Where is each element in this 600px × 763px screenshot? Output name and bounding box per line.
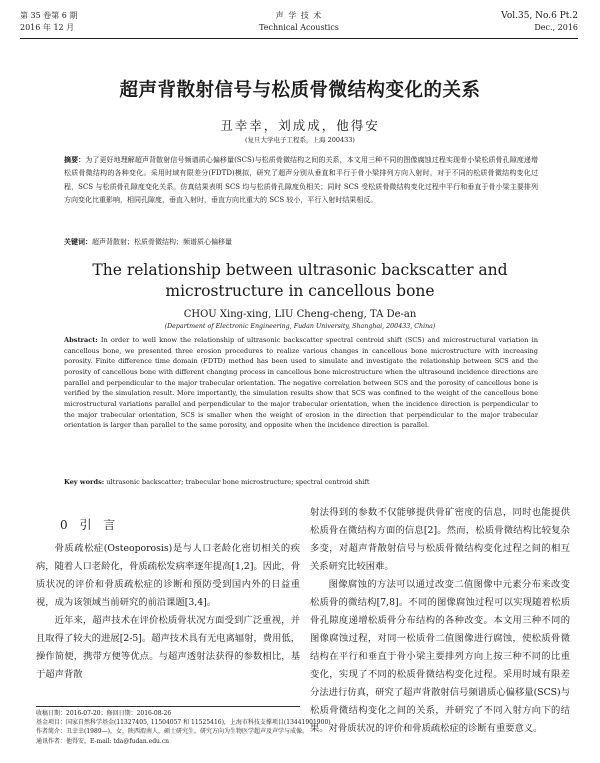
footnote-rule [36, 706, 300, 707]
title-cn: 超声背散射信号与松质骨微结构变化的关系 [119, 80, 481, 101]
footnote-funding: 基金项目：国家自然科学基金(11327405, 11504057 和 11525416)，上海市科技支撑项目(13441901900) [36, 719, 331, 727]
abstract-cn-text: 为了更好地理解超声背散射信号频谱质心偏移量(SCS)与松质骨微结构之间的关系，本文用三种不同的图像腐蚀过程实现骨小梁松质骨孔隙度递增松质骨微结构的各种变化。采用时域有限差分(FDTD)模拟，研究了超声分别从垂直和平行于骨小梁排列方向入射时，对于不同的松质骨微结构变化过程，SCS 与松质骨孔隙度变化关系。仿真结果表明 SCS 均与松质骨孔隙度负相关；同时 SCS 受松质骨微结构变化过程中平行和垂直于骨小梁主要排列方向变化比重影响，相同孔隙度，垂直入射时，垂直方向比重大的 SCS 较小，平行入射时结果相反。 [64, 156, 538, 204]
date-cn: 2016 年 12 月 [20, 23, 75, 32]
journal-volume [501, 10, 578, 34]
journal-name [20, 10, 578, 34]
footnote-corresponding: 通讯作者：他得安，E-mail: tda@fudan.edu.cn [36, 737, 170, 745]
abstract-cn [64, 153, 538, 207]
footnote-received: 收稿日期：2016-07-20；修回日期：2016-08-26 [36, 710, 172, 717]
title-en: The relationship between ultrasonic backscatter and microstructure in cancellous bone [92, 261, 508, 300]
abstract-en [64, 335, 538, 431]
body-left-column [36, 540, 300, 684]
keywords-en-text: ultrasonic backscatter; trabecular bone microstructure; spectral centroid shift [106, 478, 370, 486]
section-heading: 0 引 言 [60, 518, 120, 532]
journal-name-en: Technical Acoustics [259, 23, 339, 32]
running-header [20, 8, 578, 38]
affiliation-cn: (复旦大学电子工程系，上海 200433) [245, 136, 355, 144]
body-paragraph: 图像腐蚀的方法可以通过改变二值图像中元素分布来改变松质骨的微结构[7,8]。不同的图像腐蚀过程可以实现随着松质骨孔隙度递增松质骨分布结构的各种改变。本文用三种不同的图像腐蚀过程，对同一松质骨二值图像进行腐蚀，使松质骨微结构在平行和垂直于骨小梁主要排列方向上按三种不同的比重变化，实现了不同的松质骨微结构变化过程。采用时域有限差分法进行仿真，研究了超声背散射信号频谱质心偏移量(SCS)与松质骨微结构变化之间的关系，并研究了不同入射方向下的结果。对骨质状况的评价和骨质疏松症的诊断有重要意义。 [310, 579, 570, 734]
abstract-en-text: In order to well know the relationship of ultrasonic backscatter spectral centroid shift (SCS) and microstructural variation in cancellous bone, we presented three erosion procedures to realize various changes in cancellous bone microstructure with increasing porosity. Finite difference time domain (FDTD) method has been used to simulate and investigate the relationship between SCS and the porosity of cancellous bone with different changing process in cancellous bone microstructure when the ultrasound incidence directions are parallel and perpendicular to the major trabecular orientation. The negative correlation between SCS and the porosity of cancellous bone is verified by the simulation result. More importantly, the simulation results show that SCS was confined to the weight of the cancellous bone microstructural variations parallel and perpendicular to the major trabecular orientation, when the incidence direction is perpendicular to the major trabecular orientation, SCS is smaller when the weight of erosion in the direction that perpendicular to the major trabecular orientation is larger than parallel to the same porosity, and opposite when the incidence direction is parallel. [64, 336, 538, 430]
body-paragraph: 骨质疏松症(Osteoporosis)是与人口老龄化密切相关的疾病，随着人口老龄化，骨质疏松发病率逐年提高[1,2]。因此，骨质状况的评价和骨质疏松症的诊断和预防受到国内外的日益重视，成为该领域当前研究的前沿课题[3,4]。 [36, 543, 300, 608]
keywords-cn [64, 236, 538, 248]
volume-issue-cn: 第 35 卷第 6 期 [20, 11, 78, 20]
keywords-cn-label: 关键词： [64, 237, 92, 246]
date-en: Dec., 2016 [534, 23, 578, 32]
abstract-cn-label: 摘要： [64, 155, 86, 164]
journal-name-cn: 声 学 技 术 [275, 11, 323, 20]
keywords-cn-text: 超声背散射；松质骨微结构；频谱质心偏移量 [92, 238, 232, 246]
abstract-en-label: Abstract: [64, 336, 98, 344]
authors-en: CHOU Xing-xing, LIU Cheng-cheng, TA De-an [183, 309, 417, 320]
volume-issue-en: Vol.35, No.6 Pt.2 [501, 11, 578, 21]
keywords-en-label: Key words: [64, 478, 105, 486]
authors-cn: 丑幸幸，刘成成，他得安 [220, 118, 380, 133]
keywords-en [64, 477, 538, 487]
footnotes [36, 709, 331, 746]
body-paragraph: 射法得到的参数不仅能够提供骨矿密度的信息，同时也能提供松质骨在微结构方面的信息[2]。然而，松质骨微结构比较复杂多变，对超声背散射信号与松质骨微结构变化过程之间的相互关系研究比较困难。 [310, 507, 570, 572]
header-rule [20, 38, 578, 39]
body-right-column [310, 504, 570, 738]
footnote-author-bio: 作者简介：丑幸幸(1989—)，女，陕西渭南人，硕士研究生，研究方向为生物医学超声及声学与成像。 [36, 728, 308, 736]
affiliation-en: (Department of Electronic Engineering, Fudan University, Shanghai, 200433, China) [164, 323, 436, 330]
body-paragraph: 近年来，超声技术在评价松质骨状况方面受到广泛重视，并且取得了较大的进展[2-5]。超声技术具有无电离辐射，费用低，操作简便，携带方便等优点。与超声透射法获得的参数相比，基于超声背散 [36, 615, 300, 680]
